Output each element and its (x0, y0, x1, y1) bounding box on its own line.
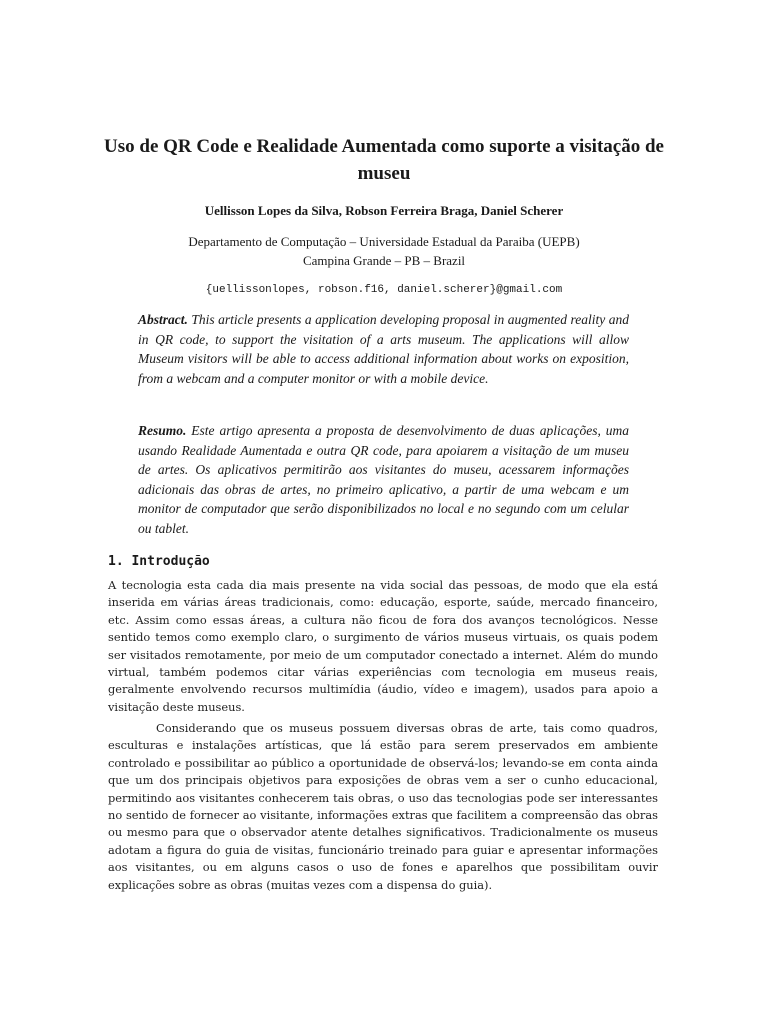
resumo (138, 421, 629, 538)
paper-title: Uso de QR Code e Realidade Aumentada como suporte a visitação de museu (104, 136, 664, 184)
abstract-label: Abstract. (138, 312, 188, 327)
intro-paragraph-2: Considerando que os museus possuem diversas obras de arte, tais como quadros, esculturas e instalações artísticas, que lá estão para serem preservados em ambiente controlado e possibilitar ao público a oportunidade de observá-los; levando-se em conta ainda que um dos principais objetivos para exposições de obras vem a ser o cunho educacional, permitindo aos visitantes conhecerem tais obras, o uso das tecnologias pode ser interessantes no sentido de fornecer ao visitante, informações extras que facilitem a compreensão das obras ou mesmo para que o observador atente detalhes significativos. Tradicionalmente os museus adotam a figura do guia de visitas, funcionário treinado para guiar e apresentar informações aos visitantes, ou em alguns casos o uso de fones e aparelhos que possibilitam ouvir explicações sobre as obras (muitas vezes com a dispensa do guia). (108, 721, 658, 892)
author-emails: {uellissonlopes, robson.f16, daniel.scherer}@gmail.com (205, 284, 563, 296)
resumo-text: Este artigo apresenta a proposta de desenvolvimento de duas aplicações, uma usando Realidade Aumentada e outra QR code, para apoiarem a visitação de um museu de artes. Os aplicativos permitirão aos visitantes do museu, acessarem informações adicionais das obras de artes, no primeiro aplicativo, a partir de uma webcam e um monitor de computador que serão disponibilizados no local e no segundo com um celular ou tablet. (138, 423, 629, 536)
paper-authors: Uellisson Lopes da Silva, Robson Ferreira Braga, Daniel Scherer (204, 203, 564, 218)
abstract (138, 310, 629, 388)
intro-paragraph-1: A tecnologia esta cada dia mais presente na vida social das pessoas, de modo que ela está inserida em várias áreas tradicionais, como: educação, esporte, saúde, mercado financeiro, etc. Assim como essas áreas, a cultura não ficou de fora dos avanços tecnológicos. Nesse sentido temos como exemplo claro, o surgimento de vários museus virtuais, os quais podem ser visitados remotamente, por meio de um computador conectado a internet. Além do mundo virtual, também podemos citar várias experiências com tecnologia em museus reais, geralmente envolvendo recursos multimídia (áudio, vídeo e imagem), usados para apoio a visitação deste museus. (108, 578, 658, 714)
affiliation-location: Campina Grande – PB – Brazil (302, 253, 466, 268)
affiliation-department: Departamento de Computação – Universidade Estadual da Paraiba (UEPB) (188, 234, 580, 249)
resumo-label: Resumo. (138, 423, 187, 438)
affiliation (80, 232, 688, 270)
section-heading: 1. Introdução (108, 554, 210, 569)
abstract-text: This article presents a application developing proposal in augmented reality and in QR code, to support the visitation of a arts museum. The applications will allow Museum visitors will be able to access additional information about works on exposition, from a webcam and a computer monitor or with a mobile device. (138, 312, 629, 386)
